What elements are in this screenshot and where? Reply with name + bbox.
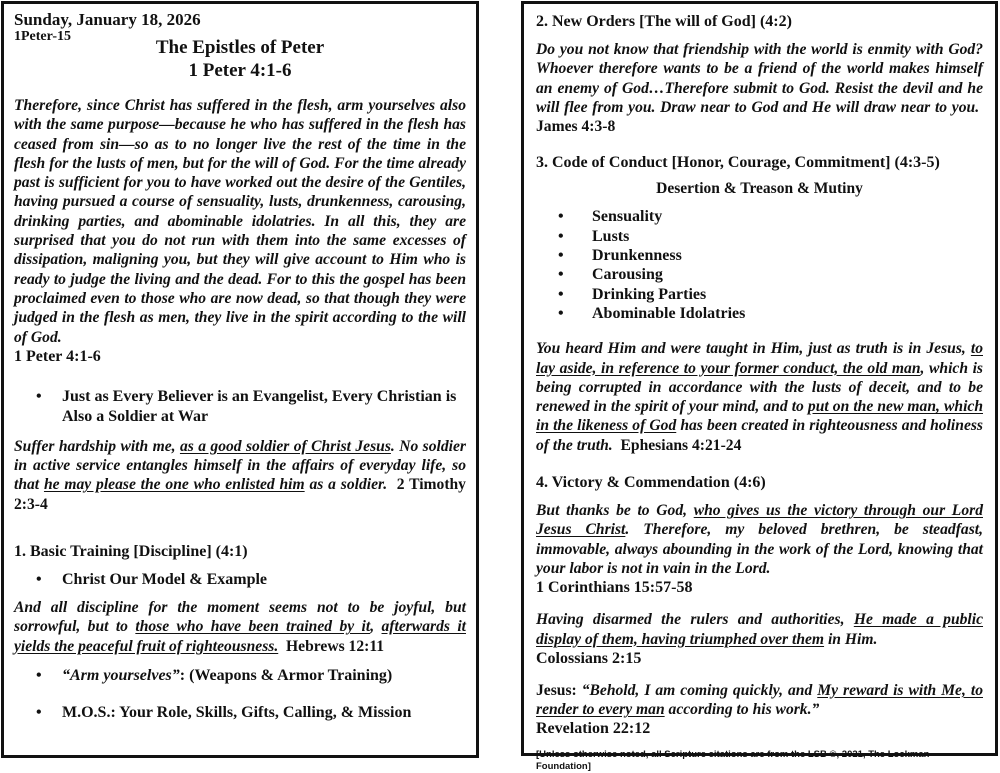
section-3-subheading: Desertion & Treason & Mutiny [656,180,863,198]
timothy-passage [14,437,466,514]
timothy-reference: 2 Timothy 2:3-4 [14,476,466,513]
james-passage [536,40,983,136]
section-4-heading: 4. Victory & Commendation (4:6) [536,474,766,492]
sin-list-item: • Abominable Idolatries [536,304,983,323]
right-page [521,1,998,773]
corinthians-reference: 1 Corinthians 15:57-58 [536,579,693,597]
ephesians-text: , which is being corrupted in accordance with the lusts of deceit, and to be renewed in the spirit of your mind, and to [536,359,983,416]
copyright-footnote: [Unless otherwise noted, all Scripture citations are from the LSB ©, 2021, The Lockman Foundation] [536,749,930,773]
sin-list-item: • Lusts [536,227,983,246]
section-2-heading: 2. New Orders [The will of God] (4:2) [536,13,792,30]
timothy-text: . No soldier in active service entangles himself in the affairs of everyday life, so that [14,437,466,494]
revelation-text: according to his work.” [664,701,820,719]
ephesians-text: You heard Him and were taught in Him, just as truth is in Jesus, [536,340,971,358]
corinthians-text: But thanks be to God, [536,502,694,520]
revelation-underline: My reward is with Me, to render to every man [536,681,983,719]
ephesians-passage [536,339,983,455]
revelation-text: “Behold, I am coming quickly, and [581,681,818,699]
ephesians-underline-2: put on the new man, which in the likeness of God [536,398,983,435]
lesson-code: 1Peter-15 [14,29,71,44]
main-passage-reference: 1 Peter 4:1-6 [14,347,101,365]
corinthians-text: . Therefore, my beloved brethren, be steadfast, immovable, always abounding in the work of the Lord, knowing that your labor is not in vain in the Lord. [536,521,983,577]
sin-list [536,207,983,323]
main-passage [14,96,466,347]
james-text: Do you not know that friendship with the world is enmity with God? Whoever therefore wants to be a friend of the world makes himself an enemy of God…Therefore submit to God. Resist the devil and he will flee from you. Draw near to God and He will draw near to you. [536,41,983,116]
colossians-underline: He made a public display of them, having triumphed over them [536,611,984,648]
ephesians-text: has been created in righteousness and holiness of the truth. [536,417,983,454]
hebrews-underline-2: afterwards it yields the peaceful fruit of righteousness. [14,618,466,655]
timothy-text: Suffer hardship with me, [14,437,180,455]
ephesians-reference: Ephesians 4:21-24 [620,436,742,454]
hebrews-text: And all discipline for the moment seems not to be joyful, but sorrowful, but to [14,599,466,636]
sin-list-item: • Sensuality [536,207,983,226]
hebrews-passage [14,598,466,656]
section-1-bullet-2 [14,666,466,686]
timothy-underline-1: as a good soldier of Christ Jesus [179,437,391,455]
main-passage-text: Therefore, since Christ has suffered in the flesh, arm yourselves also with the same purpose—because he who has suffered in the flesh has ceased from sin—so as to no longer live the rest of the time in the flesh for the lusts of men, but for the will of God. For the time already past is sufficient for you to have worked out the desire of the Gentiles, having pursued a course of sensuality, lusts, drunkenness, carousing, drinking parties, and abominable idolatries. In all this, they are surprised that you do not run with them into the same excesses of dissipation, maligning you, but they will give account to Him who is ready to judge the living and the dead. For to this the gospel has been proclaimed even to those who are now dead, so that though they were judged in the flesh as men, they live in the spirit according to the will of God. [14,97,466,346]
section-1-heading: 1. Basic Training [Discipline] (4:1) [14,543,248,561]
sin-list-item: • Carousing [536,265,983,284]
date: Sunday, January 18, 2026 [14,10,201,29]
sin-list-item: • Drunkenness [536,246,983,265]
section-1-bullet-3: • M.O.S.: Your Role, Skills, Gifts, Calling, & Mission [14,703,466,723]
timothy-text: as a soldier. [304,476,388,494]
revelation-passage [536,681,983,720]
hebrews-reference: Hebrews 12:11 [286,637,385,655]
bullet-2-rest: : (Weapons & Armor Training) [179,666,393,684]
revelation-speaker: Jesus: [536,681,582,699]
corinthians-underline: who gives us the victory through our Lord Jesus Christ [536,502,983,539]
james-reference: James 4:3-8 [536,118,616,136]
revelation-reference: Revelation 22:12 [536,720,651,738]
corinthians-passage [536,501,983,578]
page-title: The Epistles of Peter [155,37,325,58]
sin-list-item: • Drinking Parties [536,285,983,304]
ephesians-underline-1: to lay aside, in reference to your former conduct, the old man [536,340,983,377]
timothy-underline-2: he may please the one who enlisted him [43,476,305,494]
colossians-reference: Colossians 2:15 [536,649,642,667]
hebrews-underline-1: those who have been trained by it [135,618,371,636]
colossians-passage [536,610,983,649]
left-page [1,1,479,758]
colossians-text: Having disarmed the rulers and authorities, [536,611,854,629]
intro-bullet: • Just as Every Believer is an Evangelist, Every Christian is Also a Soldier at War [14,387,466,427]
page-subtitle: 1 Peter 4:1-6 [188,60,292,81]
section-1-bullet-1: • Christ Our Model & Example [14,570,466,590]
hebrews-text: , [370,618,382,636]
section-3-heading: 3. Code of Conduct [Honor, Courage, Commitment] (4:3-5) [536,154,940,172]
colossians-text: in Him. [824,630,878,648]
bullet-2-italic: “Arm yourselves” [62,666,180,684]
